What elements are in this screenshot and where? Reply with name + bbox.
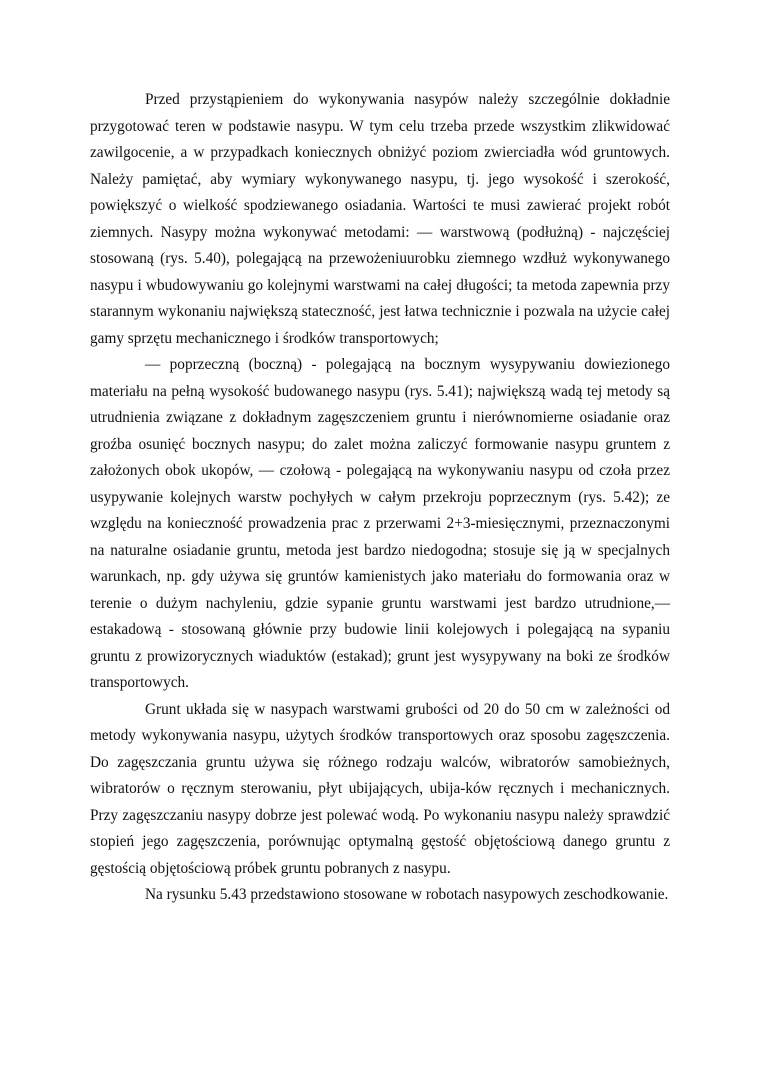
paragraph-compaction: Grunt układa się w nasypach warstwami grubości od 20 do 50 cm w zależności od metody wykonywania nasypu, użytych środków transportowych oraz sposobu zagęszczenia. Do zagęszczania gruntu używa się różnego rodzaju walców, wibratorów samobieżnych, wibratorów o ręcznym sterowaniu, płyt ubijających, ubija-ków ręcznych i mechanicznych. Przy zagęszczaniu nasypy dobrze jest polewać wodą. Po wykonaniu nasypu należy sprawdzić stopień jego zagęszczenia, porównując optymalną gęstość objętościową danego gruntu z gęstością objętościową próbek gruntu pobranych z nasypu. bbox=[90, 700, 670, 877]
paragraph-methods: — poprzeczną (boczną) - polegającą na bocznym wysypywaniu dowiezionego materiału na pełną wysokość budowanego nasypu (rys. 5.41); największą wadą tej metody są utrudnienia związane z dokładnym zagęszczeniem gruntu i nierównomierne osiadanie oraz groźba osunięć bocznych nasypu; do zalet można zaliczyć formowanie nasypu gruntem z założonych obok ukopów, — czołową - polegającą na wykonywaniu nasypu od czoła przez usypywanie kolejnych warstw pochyłych w całym przekroju poprzecznym (rys. 5.42); ze względu na konieczność prowadzenia prac z przerwami 2+3-miesięcznymi, przeznaczonymi na naturalne osiadanie gruntu, metoda jest bardzo niedogodna; stosuje się ją w specjalnych warunkach, np. gdy używa się gruntów kamienistych jako materiału do formowania oraz w terenie o dużym nachyleniu, gdzie sypanie gruntu warstwami jest bardzo utrudnione,— estakadową - stosowaną głównie przy budowie linii kolejowych i polegającą na sypaniu gruntu z prowizorycznych wiaduktów (estakad); grunt jest wysypywany na boki ze środków transportowych. bbox=[90, 356, 670, 691]
body-text bbox=[90, 87, 670, 909]
paragraph-figure-reference: Na rysunku 5.43 przedstawiono stosowane w robotach nasypowych zeschodkowanie. bbox=[145, 886, 669, 903]
paragraph-preparation: Przed przystąpieniem do wykonywania nasypów należy szczególnie dokładnie przygotować teren w podstawie nasypu. W tym celu trzeba przede wszystkim zlikwidować zawilgocenie, a w przypadkach koniecznych obniżyć poziom zwierciadła wód gruntowych. Należy pamiętać, aby wymiary wykonywanego nasypu, tj. jego wysokość i szerokość, powiększyć o wielkość spodziewanego osiadania. Wartości te musi zawierać projekt robót ziemnych. Nasypy można wykonywać metodami: — warstwową (podłużną) - najczęściej stosowaną (rys. 5.40), polegającą na przewożeniuurobku ziemnego wzdłuż wykonywanego nasypu i wbudowywaniu go kolejnymi warstwami na całej długości; ta metoda zapewnia przy starannym wykonaniu największą stateczność, jest łatwa technicznie i pozwala na użycie całej gamy sprzętu mechanicznego i środków transportowych; bbox=[90, 91, 670, 347]
